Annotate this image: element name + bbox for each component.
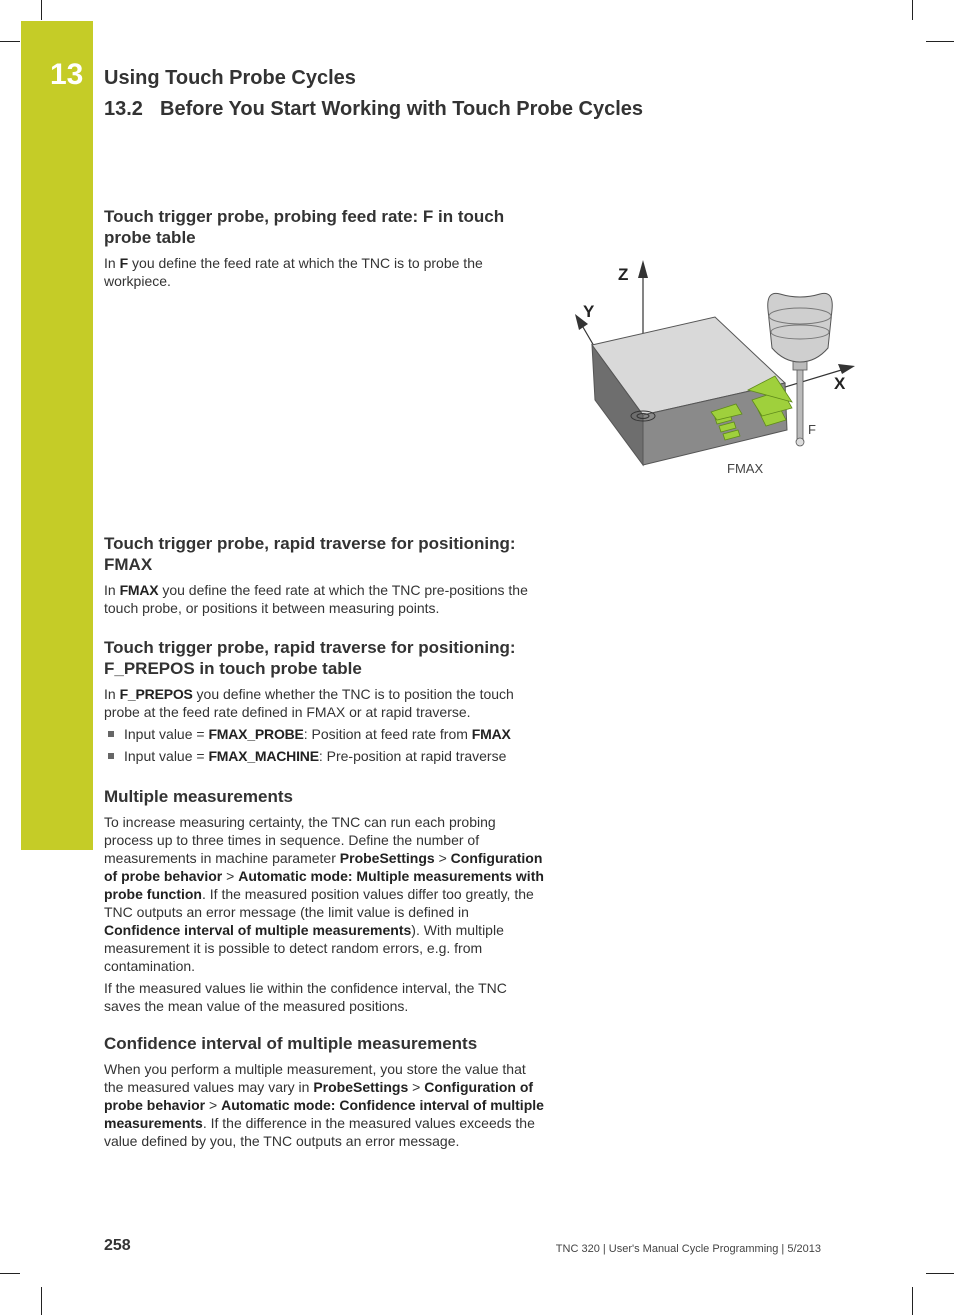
- section-title: [104, 98, 643, 121]
- fmax-label: FMAX: [727, 461, 764, 476]
- crop-mark: [41, 1287, 42, 1315]
- paragraph-feed-rate: In F you define the feed rate at which the TNC is to probe the workpiece.: [104, 255, 483, 289]
- section-multiple-measurements: [104, 786, 544, 1015]
- crop-mark: [926, 41, 954, 42]
- heading-multiple-measurements: Multiple measurements: [104, 787, 293, 806]
- crop-mark: [912, 1287, 913, 1315]
- heading-confidence-interval: Confidence interval of multiple measurements: [104, 1034, 478, 1053]
- section-title-text: Before You Start Working with Touch Probe Cycles: [160, 98, 644, 120]
- section-number: 13.2: [104, 98, 143, 120]
- heading-rapid-fprepos: Touch trigger probe, rapid traverse for positioning: F_PREPOS in touch probe table: [104, 638, 516, 678]
- section-rapid-fmax: [104, 533, 544, 617]
- heading-rapid-fmax: Touch trigger probe, rapid traverse for positioning: FMAX: [104, 534, 516, 574]
- crop-mark: [912, 0, 913, 20]
- section-confidence-interval: [104, 1033, 544, 1150]
- chapter-number: 13: [50, 58, 84, 91]
- chapter-color-bar: [21, 21, 93, 850]
- crop-mark: [41, 0, 42, 20]
- crop-mark: [926, 1273, 954, 1274]
- page-number: 258: [104, 1237, 131, 1254]
- section-feed-rate: [104, 206, 544, 290]
- axis-x-label: X: [834, 374, 846, 393]
- chapter-title: Using Touch Probe Cycles: [104, 67, 356, 89]
- footer-text: TNC 320 | User's Manual Cycle Programming | 5/2013: [555, 1243, 821, 1255]
- crop-mark: [0, 41, 20, 42]
- paragraph-multiple-1: To increase measuring certainty, the TNC can run each probing process up to three times in sequence. Define the number of measurements in machine parameter ProbeSettings > Configuration of probe behavior > Automatic mode: Multiple measurements with probe function. If the measured position values differ too greatly, the TNC outputs an error message (the limit value is defined in Confidence interval of multiple measurements). With multiple measurement it is possible to detect random errors, e.g. from contamination.: [104, 814, 544, 974]
- paragraph-rapid-fprepos: In F_PREPOS you define whether the TNC is to position the touch probe at the feed rate defined in FMAX or at rapid traverse.: [104, 686, 514, 720]
- paragraph-confidence: When you perform a multiple measurement, you store the value that the measured values may vary in ProbeSettings > Configuration of probe behavior > Automatic mode: Confidence interval of multiple measurements. If the difference in the measured values exceeds the value defined by you, the TNC outputs an error message.: [104, 1061, 544, 1149]
- f-label: F: [808, 422, 816, 437]
- axis-z-label: Z: [618, 265, 629, 284]
- list-item: Input value = FMAX_PROBE: Position at feed rate from FMAX: [104, 725, 544, 743]
- touch-probe-figure: [570, 250, 860, 490]
- axis-y-label: Y: [583, 302, 595, 321]
- section-rapid-fprepos: [104, 637, 544, 769]
- heading-feed-rate: Touch trigger probe, probing feed rate: F in touch probe table: [104, 207, 505, 247]
- input-value-list: [104, 725, 544, 765]
- crop-mark: [0, 1273, 20, 1274]
- paragraph-rapid-fmax: In FMAX you define the feed rate at which the TNC pre-positions the touch probe, or positions it between measuring points.: [104, 582, 528, 616]
- paragraph-multiple-2: If the measured values lie within the confidence interval, the TNC saves the mean value of the measured positions.: [104, 980, 507, 1014]
- list-item: Input value = FMAX_MACHINE: Pre-position at rapid traverse: [104, 747, 544, 765]
